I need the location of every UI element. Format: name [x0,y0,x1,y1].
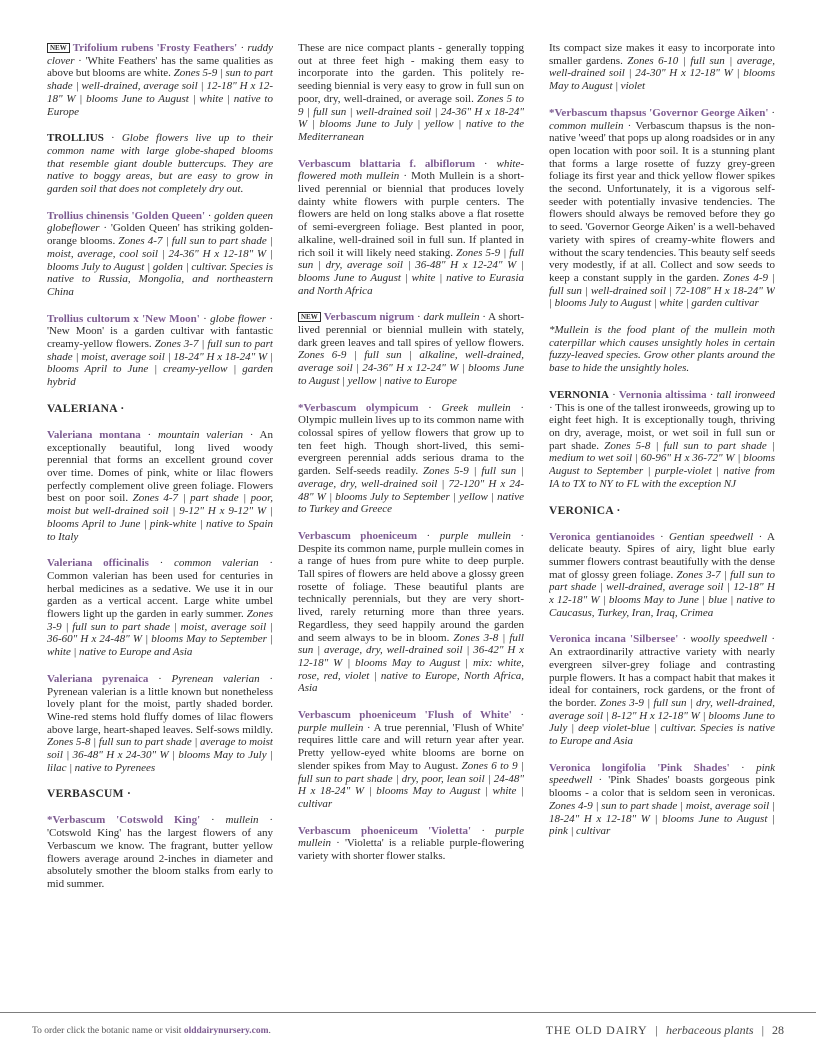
plant-entry: NEW Trifolium rubens 'Frosty Feathers' · ruddy clover · 'White Feathers' has the same qualities as above but blooms are white. Zones 5-9 | sun to part shade | well-drained, average soil | 12-18" H x 12-18" W | blooms June to August | white | native to Europe [47,42,273,118]
plant-specs: Zones 4-9 | full sun | well-drained soil | 72-108" H x 18-24" W | blooms July to August | white | garden cultivar [549,271,775,310]
plant-specs: Zones 3-8 | full sun | average, dry, well-drained soil | 36-42" H x 12-18" W | blooms May to August | mix: white, rose, red, violet | native to Europe, North Africa, Asia [298,631,524,695]
column-2-content [298,42,524,877]
footer-rule [0,1012,816,1013]
botanic-name-link[interactable]: Valeriana pyrenaica [47,672,149,685]
plant-entry: *Verbascum olympicum · Greek mullein · Olympic mullein lives up to its common name with colossal spires of yellow flowers that grow up to ten feet high. Though short-lived, this semi-evergreen perennial adds serious drama to the garden. Self-seeds readily. Zones 5-9 | full sun | average, dry, well-drained soil | 72-120" H x 24-48" W | blooms July to September | yellow | native to Turkey and Greece [298,401,524,516]
footer-order-note [32,1026,271,1036]
plant-specs: Zones 3-9 | full sun to part shade | moist, average soil | 36-60" H x 24-48" W | blooms May to September | white | native to Europe and Asia [47,608,273,659]
plant-entry: Verbascum blattaria f. albiflorum · white-flowered moth mullein · Moth Mullein is a short-lived perennial or biennial that produces lovely dainty white flowers with purple centers. The flowers are held on long stalks above a flat rosette of semi-evergreen foliage. Best planted in poor, alkaline, well-drained soil in full sun. If planted in rich soil it will likely need staking. Zones 5-9 | full sun | dry, average soil | 36-48" H x 12-24" W | blooms June to August | white | native to Eurasia and North Africa [298,157,524,297]
plant-description: 'New Moon' is a garden cultivar with fantastic creamy-yellow flowers. [47,325,273,351]
page-number: 28 [772,1023,784,1037]
plant-description: A delicate beauty. Spires of airy, light blue early summer flowers contrast beautifully with the dense mat of glossy green foliage. [549,530,775,581]
new-badge: NEW [298,312,321,322]
plant-specs: Zones 4-7 | full sun to part shade | moist, average, cool soil | 24-36" H x 12-18" W | blooms July to August | golden | cultivar. Species is native to Russia, Mongolia, and northeastern China [47,235,273,298]
plant-entry: Valeriana officinalis · common valerian · Common valerian has been used for centuries in herbal medicines as a sedative. We use it in our garden as a vertical accent. Large white umbel flowers light up the garden in early summer. Zones 3-9 | full sun to part shade | moist, average soil | 36-60" H x 24-48" W | blooms May to September | white | native to Europe and Asia [47,557,273,659]
plant-specs: Zones 6-9 | full sun | alkaline, well-drained, average soil | 24-36" H x 12-24" W | blooms June to August | yellow | native to Europe [298,349,524,387]
footer-page-info [546,1023,784,1038]
common-name: tall ironweed [716,388,775,401]
botanic-name-link[interactable]: Trollius chinensis 'Golden Queen' [47,209,206,222]
genus-description: Globe flowers live up to their common name with large globe-shaped blooms that resemble giant double buttercups. They are native to boggy areas, but are easy to grow in garden soil that does not completely dry out. [47,132,273,196]
plant-description: These are nice compact plants - generally topping out at three feet high - making them easy to incorporate into the garden. This politely re-seeding biennial is very easy to grow in full sun on poor, dry, well-drained, or average soil. [298,42,524,105]
footer-order-suffix: . [268,1026,271,1036]
botanic-name-link[interactable]: Vernonia altissima [618,388,707,401]
plant-entry: *Verbascum 'Cotswold King' · mullein · 'Cotswold King' has the largest flowers of any Verbascum we know. The fragrant, butter yellow flowers average around 2-inches in diameter and absolutely smother the bloom stalks from early to mid summer. [47,814,273,890]
footer-website-link[interactable]: olddairynursery.com [183,1026,269,1036]
common-name: dark mullein [423,311,480,324]
plant-entry: Verbascum phoeniceum · purple mullein · Despite its common name, purple mullein comes in a range of hues from pure white to deep purple. Tall spires of flowers are held above a glossy green rosette of foliage. These beautiful plants are technically perennials, but they are very short-lived, rarely returning more than three years. Regardless, they seed happily around the garden and seem always to be in bloom. Zones 3-8 | full sun | average, dry, well-drained soil | 36-42" H x 12-18" W | blooms May to August | mix: white, rose, red, violet | native to Europe, North Africa, Asia [298,529,524,695]
footer-brand: THE OLD DAIRY [545,1023,648,1037]
plant-description: An exceptionally beautiful, long lived woody perennial that forms an excellent ground cover over time. Domes of pink, white or lilac flowers perfectly complement olive green foliage. Flowers best on poor soil. [47,428,273,505]
column-2 [298,42,524,905]
common-name: mountain valerian [157,428,243,441]
plant-specs: Zones 5-9 | sun to part shade | well-drained, average soil | 12-18" H x 12-18" W | blooms June to August | white | native to Europe [47,67,273,118]
common-name: pink speedwell [549,761,775,787]
plant-entry [549,42,775,93]
plant-entry: Trollius cultorum x 'New Moon' · globe flower · 'New Moon' is a garden cultivar with fantastic creamy-yellow flowers. Zones 3-7 | full sun to part shade | moist, average soil | 18-24" H x 18-24" W | blooms April to June | creamy-yellow | garden hybrid [47,312,273,389]
botanic-name-link[interactable]: *Verbascum thapsus 'Governor George Aiken' [549,106,769,119]
plant-entry: Veronica incana 'Silbersee' · woolly speedwell · An extraordinarily attractive variety with nearly evergreen silver-grey foliage and contrasting purple flowers. It has a compact habit that makes it ideal for containers, rock gardens, or the front of the border. Zones 3-9 | full sun | dry, well-drained, average soil | 8-12" H x 12-18" W | blooms June to July | deep violet-blue | cultivar. Species is native to Europe and Asia [549,633,775,748]
plant-description: This is one of the tallest ironweeds, growing up to eight feet high. It is exceptionally tough, thriving on dry, average, moist, or wet soil in full sun or part shade. [549,401,775,452]
plant-description: An extraordinarily attractive variety with nearly evergreen silver-grey foliage and contrasting purple flowers. It has a compact habit that makes it ideal for containers, rock gardens, or the front of the border. [549,646,775,709]
botanic-name-link[interactable]: Veronica incana 'Silbersee' [549,633,679,646]
columns [47,42,775,905]
genus-intro: TROLLIUS · Globe flowers live up to their common name with large globe-shaped blooms that resemble giant double buttercups. They are native to boggy areas, but are easy to grow in garden soil that does not completely dry out. [47,132,273,196]
column-1-content [47,42,273,905]
common-name: Greek mullein [441,401,511,414]
plant-specs: Zones 5-9 | full sun | average, dry, well-drained soil | 72-120" H x 24-48" W | blooms July to September | yellow | native to Turkey and Greece [298,465,524,516]
botanic-name-link[interactable]: Verbascum phoeniceum 'Violetta' [298,824,472,837]
plant-specs: Zones 3-9 | full sun | dry, well-drained, average soil | 8-12" H x 12-18" W | blooms June to July | deep violet-blue | cultivar. Species is native to Europe and Asia [549,696,775,748]
botanic-name-link[interactable]: Verbascum phoeniceum 'Flush of White' [298,709,512,722]
botanic-name-link[interactable]: Valeriana officinalis [47,557,149,570]
plant-specs: Zones 5 to 9 | full sun | well-drained soil | 24-36" H x 18-24" W | blooms June to July | yellow | native to the Mediterranean [298,92,524,143]
footer-separator: | [655,1023,658,1037]
common-name: white-flowered moth mullein [298,157,524,183]
plant-description: 'Pink Shades' boasts gorgeous pink blooms - a color that is seldom seen in veronicas. [549,774,775,800]
footer-separator-2: | [761,1023,764,1037]
plant-specs: Zones 5-8 | full sun to part shade | medium to wet soil | 60-96" H x 36-72" W | blooms August to September | purple-violet | native from IA to TX to NY to FL with the exception NJ [549,439,775,490]
plant-description: Common valerian has been used for centuries in herbal medicines as a sedative. We use it in our garden as a vertical accent. Large white umbel flowers light up the garden in early summer. [47,569,273,621]
plant-specs: Zones 4-7 | part shade | poor, moist but well-drained soil | 9-12" H x 9-12" W | blooms April to June | pink-white | native to Spain to Italy [47,492,273,543]
plant-specs: Zones 6 to 9 | full sun to part shade | dry, poor, lean soil | 24-48" H x 18-24" W | blooms May to August | white | cultivar [298,759,524,810]
genus-heading: VERONICA · [549,504,621,517]
genus-heading: VERBASCUM · [47,788,132,801]
common-name: globe flower [210,312,267,325]
plant-description: 'Cotswold King' has the largest flowers of any Verbascum we know. The fragrant, butter yellow flowers average around 2-inches in diameter and absolutely smother the bloom stalks from early to mid summer. [47,827,273,890]
footer-section: herbaceous plants [665,1023,754,1037]
common-name: Pyrenean valerian [171,672,260,685]
plant-specs: Zones 6-10 | full sun | average, well-drained soil | 24-30" H x 12-18" W | blooms May to August | violet [549,54,775,93]
common-name: purple mullein [298,721,364,734]
genus-heading: VALERIANA · [47,402,125,415]
botanic-name-link[interactable]: Verbascum nigrum [323,311,415,324]
plant-description: Despite its common name, purple mullein comes in a range of hues from pure white to deep purple. Tall spires of flowers are held above a glossy green rosette of foliage. These beautiful plants are technically perennials, but they are very short-lived, rarely returning more than three years. Regardless, they seed happily around the garden and seem always to be in bloom. [298,542,524,644]
botanic-name-link[interactable]: *Verbascum olympicum [298,401,419,414]
new-badge: NEW [47,43,70,53]
plant-description: Its compact size makes it easy to incorporate into smaller gardens. [549,42,775,67]
footer-order-prefix: To order click the botanic name or visit [32,1026,184,1036]
column-3 [549,42,775,905]
common-name: common valerian [174,557,259,570]
column-1 [47,42,273,905]
common-name: purple mullein [298,824,524,850]
botanic-name-link[interactable]: Verbascum phoeniceum [298,529,418,542]
common-name: mullein [225,814,259,827]
plant-description: 'Golden Queen' has striking golden-orange blooms. [47,222,273,248]
common-name: ruddy clover [47,42,273,67]
plant-description: Moth Mullein is a short-lived perennial or biennial that produces lovely dainty white flowers with purple centers. The flowers are held on long stalks above a flat rosette of semi-evergreen foliage. Best planted in poor, alkaline, well-drained soil in full sun. If planted in rich soil it will likely need staking. [298,170,524,259]
plant-specs: Zones 4-9 | sun to part shade | moist, average soil | 18-24" H x 12-18" W | blooms June to August | pink | cultivar [549,799,775,838]
plant-entry: Valeriana montana · mountain valerian · An exceptionally beautiful, long lived woody perennial that forms an excellent ground cover over time. Domes of pink, white or lilac flowers perfectly complement olive green foliage. Flowers best on poor soil. Zones 4-7 | part shade | poor, moist but well-drained soil | 9-12" H x 9-12" W | blooms April to June | pink-white | native to Spain to Italy [47,428,273,543]
common-name: Gentian speedwell [669,530,754,543]
botanic-name-link[interactable]: Trollius cultorum x 'New Moon' [47,312,200,325]
column-3-content [549,42,775,852]
genus-name: TROLLIUS [47,132,104,145]
footnote: *Mullein is the food plant of the mullein moth caterpillar which causes unsightly holes in certain fuzzy-leaved species. Grow other plants around the base to hide the unsightly holes. [549,324,775,375]
plant-entry: VERNONIA · Vernonia altissima · tall ironweed · This is one of the tallest ironweeds, growing up to eight feet high. It is exceptionally tough, thriving on dry, average, moist, or wet soil in full sun or part shade. Zones 5-8 | full sun to part shade | medium to wet soil | 60-96" H x 36-72" W | blooms August to September | purple-violet | native from IA to TX to NY to FL with the exception NJ [549,388,775,490]
plant-entry [298,42,524,144]
plant-entry: NEW Verbascum nigrum · dark mullein · A short-lived perennial or biennial mullein with stately, dark green leaves and tall spires of yellow flowers. Zones 6-9 | full sun | alkaline, well-drained, average soil | 24-36" H x 12-24" W | blooms June to August | yellow | native to Europe [298,311,524,387]
plant-entry: Veronica gentianoides · Gentian speedwell · A delicate beauty. Spires of airy, light blue early summer flowers contrast beautifully with the dense mat of glossy green foliage. Zones 3-7 | full sun to part shade | well-drained, average soil | 12-18" H x 12-18" W | blooms May to June | blue | native to Caucasus, Turkey, Iran, Iraq, Crimea [549,530,775,619]
plant-description: Pyrenean valerian is a little known but nonetheless lovely plant for the moist, partly shaded border. Wine-red stems hold fluffy domes of lilac flowers above large, heart-shaped leaves. Self-sows mildly. [47,685,273,736]
plant-description: A true perennial, 'Flush of White' requires little care and will return year after year. Pretty yellow-eyed white blooms are borne on slender spikes from May to August. [298,721,524,772]
botanic-name-link[interactable]: Valeriana montana [47,428,141,441]
botanic-name-link[interactable]: Veronica longifolia 'Pink Shades' [549,761,730,774]
botanic-name-link[interactable]: Verbascum blattaria f. albiflorum [298,157,475,170]
botanic-name-link[interactable]: *Verbascum 'Cotswold King' [47,814,201,827]
plant-entry: *Verbascum thapsus 'Governor George Aiken' · common mullein · Verbascum thapsus is the non-native 'weed' that pops up along roadsides or in any open location with poor soil. It is a stunning plant that forms a large rosette of fuzzy grey-green foliage its first year and thick yellow flower spikes the second. Unfortunately, it is a vigorous self-seeder with potentially invasive tendencies. The flowers should always be removed before they go to seed. 'Governor George Aiken' is a well-behaved variety with spires of creamy-white flowers and without the scary tendencies. This beauty self seeds very modestly, if at all. Collect and sow seeds to keep a constant supply in the garden. Zones 4-9 | full sun | well-drained soil | 72-108" H x 18-24" W | blooms July to August | white | garden cultivar [549,106,775,310]
common-name: purple mullein [439,529,511,542]
plant-description: Verbascum thapsus is the non-native 'weed' that pops up along roadsides or in any open location with poor soil. It is a stunning plant that forms a large rosette of fuzzy grey-green foliage its first year and thick yellow flower spikes the second. Unfortunately, it is a vigorous self-seeder with potentially invasive tendencies. The flowers should always be removed before they go to seed. 'Governor George Aiken' is a well-behaved variety with spires of creamy-white flowers and without the scary tendencies. This beauty self seeds very modestly, if at all. Collect and sow seeds to keep a constant supply in the garden. [549,119,775,284]
genus-name: VERNONIA [549,388,609,401]
botanic-name-link[interactable]: Veronica gentianoides [549,530,655,543]
plant-entry: Veronica longifolia 'Pink Shades' · pink speedwell · 'Pink Shades' boasts gorgeous pink blooms - a color that is seldom seen in veronicas. Zones 4-9 | sun to part shade | moist, average soil | 18-24" H x 12-18" W | blooms June to August | pink | cultivar [549,761,775,838]
common-name: common mullein [549,119,624,132]
plant-entry: Verbascum phoeniceum 'Flush of White' · purple mullein · A true perennial, 'Flush of White' requires little care and will return year after year. Pretty yellow-eyed white blooms are borne on slender spikes from May to August. Zones 6 to 9 | full sun to part shade | dry, poor, lean soil | 24-48" H x 18-24" W | blooms May to August | white | cultivar [298,709,524,810]
plant-specs: Zones 3-7 | full sun to part shade | moist, average soil | 18-24" H x 18-24" W | blooms April to June | creamy-yellow | garden hybrid [47,338,273,389]
plant-description: A short-lived perennial or biennial mullein with stately, dark green leaves and tall spires of yellow flowers. [298,311,524,349]
plant-entry: Verbascum phoeniceum 'Violetta' · purple mullein · 'Violetta' is a reliable purple-flowering variety with shorter flower stalks. [298,824,524,863]
plant-specs: Zones 3-7 | full sun to part shade | well-drained, average soil | 12-18" H x 12-18" W | blooms May to June | blue | native to Caucasus, Turkey, Iran, Iraq, Crimea [549,568,775,619]
plant-entry: Valeriana pyrenaica · Pyrenean valerian · Pyrenean valerian is a little known but nonetheless lovely plant for the moist, partly shaded border. Wine-red stems hold fluffy domes of lilac flowers above large, heart-shaped leaves. Self-sows mildly. Zones 5-8 | full sun to part shade | average to moist soil | 36-48" H x 24-30" W | blooms May to July | lilac | native to Pyrenees [47,672,273,774]
plant-specs: Zones 5-9 | full sun | dry, average soil | 36-48" H x 12-24" W | blooms June to August | white | native to Eurasia and North Africa [298,246,524,297]
common-name: woolly speedwell [690,633,768,646]
plant-description: 'Violetta' is a reliable purple-flowering variety with shorter flower stalks. [298,837,524,863]
common-name: golden queen globeflower [47,209,273,235]
plant-description: Olympic mullein lives up to its common name with colossal spires of yellow flowers that grow up to ten feet high. Though short-lived, this semi-evergreen perennial adds serious drama to the garden. Self-seeds readily. [298,414,524,478]
plant-description: 'White Feathers' has the same qualities as above but blooms are white. [47,54,273,80]
plant-specs: Zones 5-8 | full sun to part shade | average to moist soil | 36-48" H x 24-30" W | blooms May to July | lilac | native to Pyrenees [47,736,273,774]
plant-entry: Trollius chinensis 'Golden Queen' · golden queen globeflower · 'Golden Queen' has striking golden-orange blooms. Zones 4-7 | full sun to part shade | moist, average, cool soil | 24-36" H x 12-18" W | blooms July to August | golden | cultivar. Species is native to Russia, Mongolia, and northeastern China [47,209,273,298]
botanic-name-link[interactable]: Trifolium rubens 'Frosty Feathers' [72,42,238,54]
